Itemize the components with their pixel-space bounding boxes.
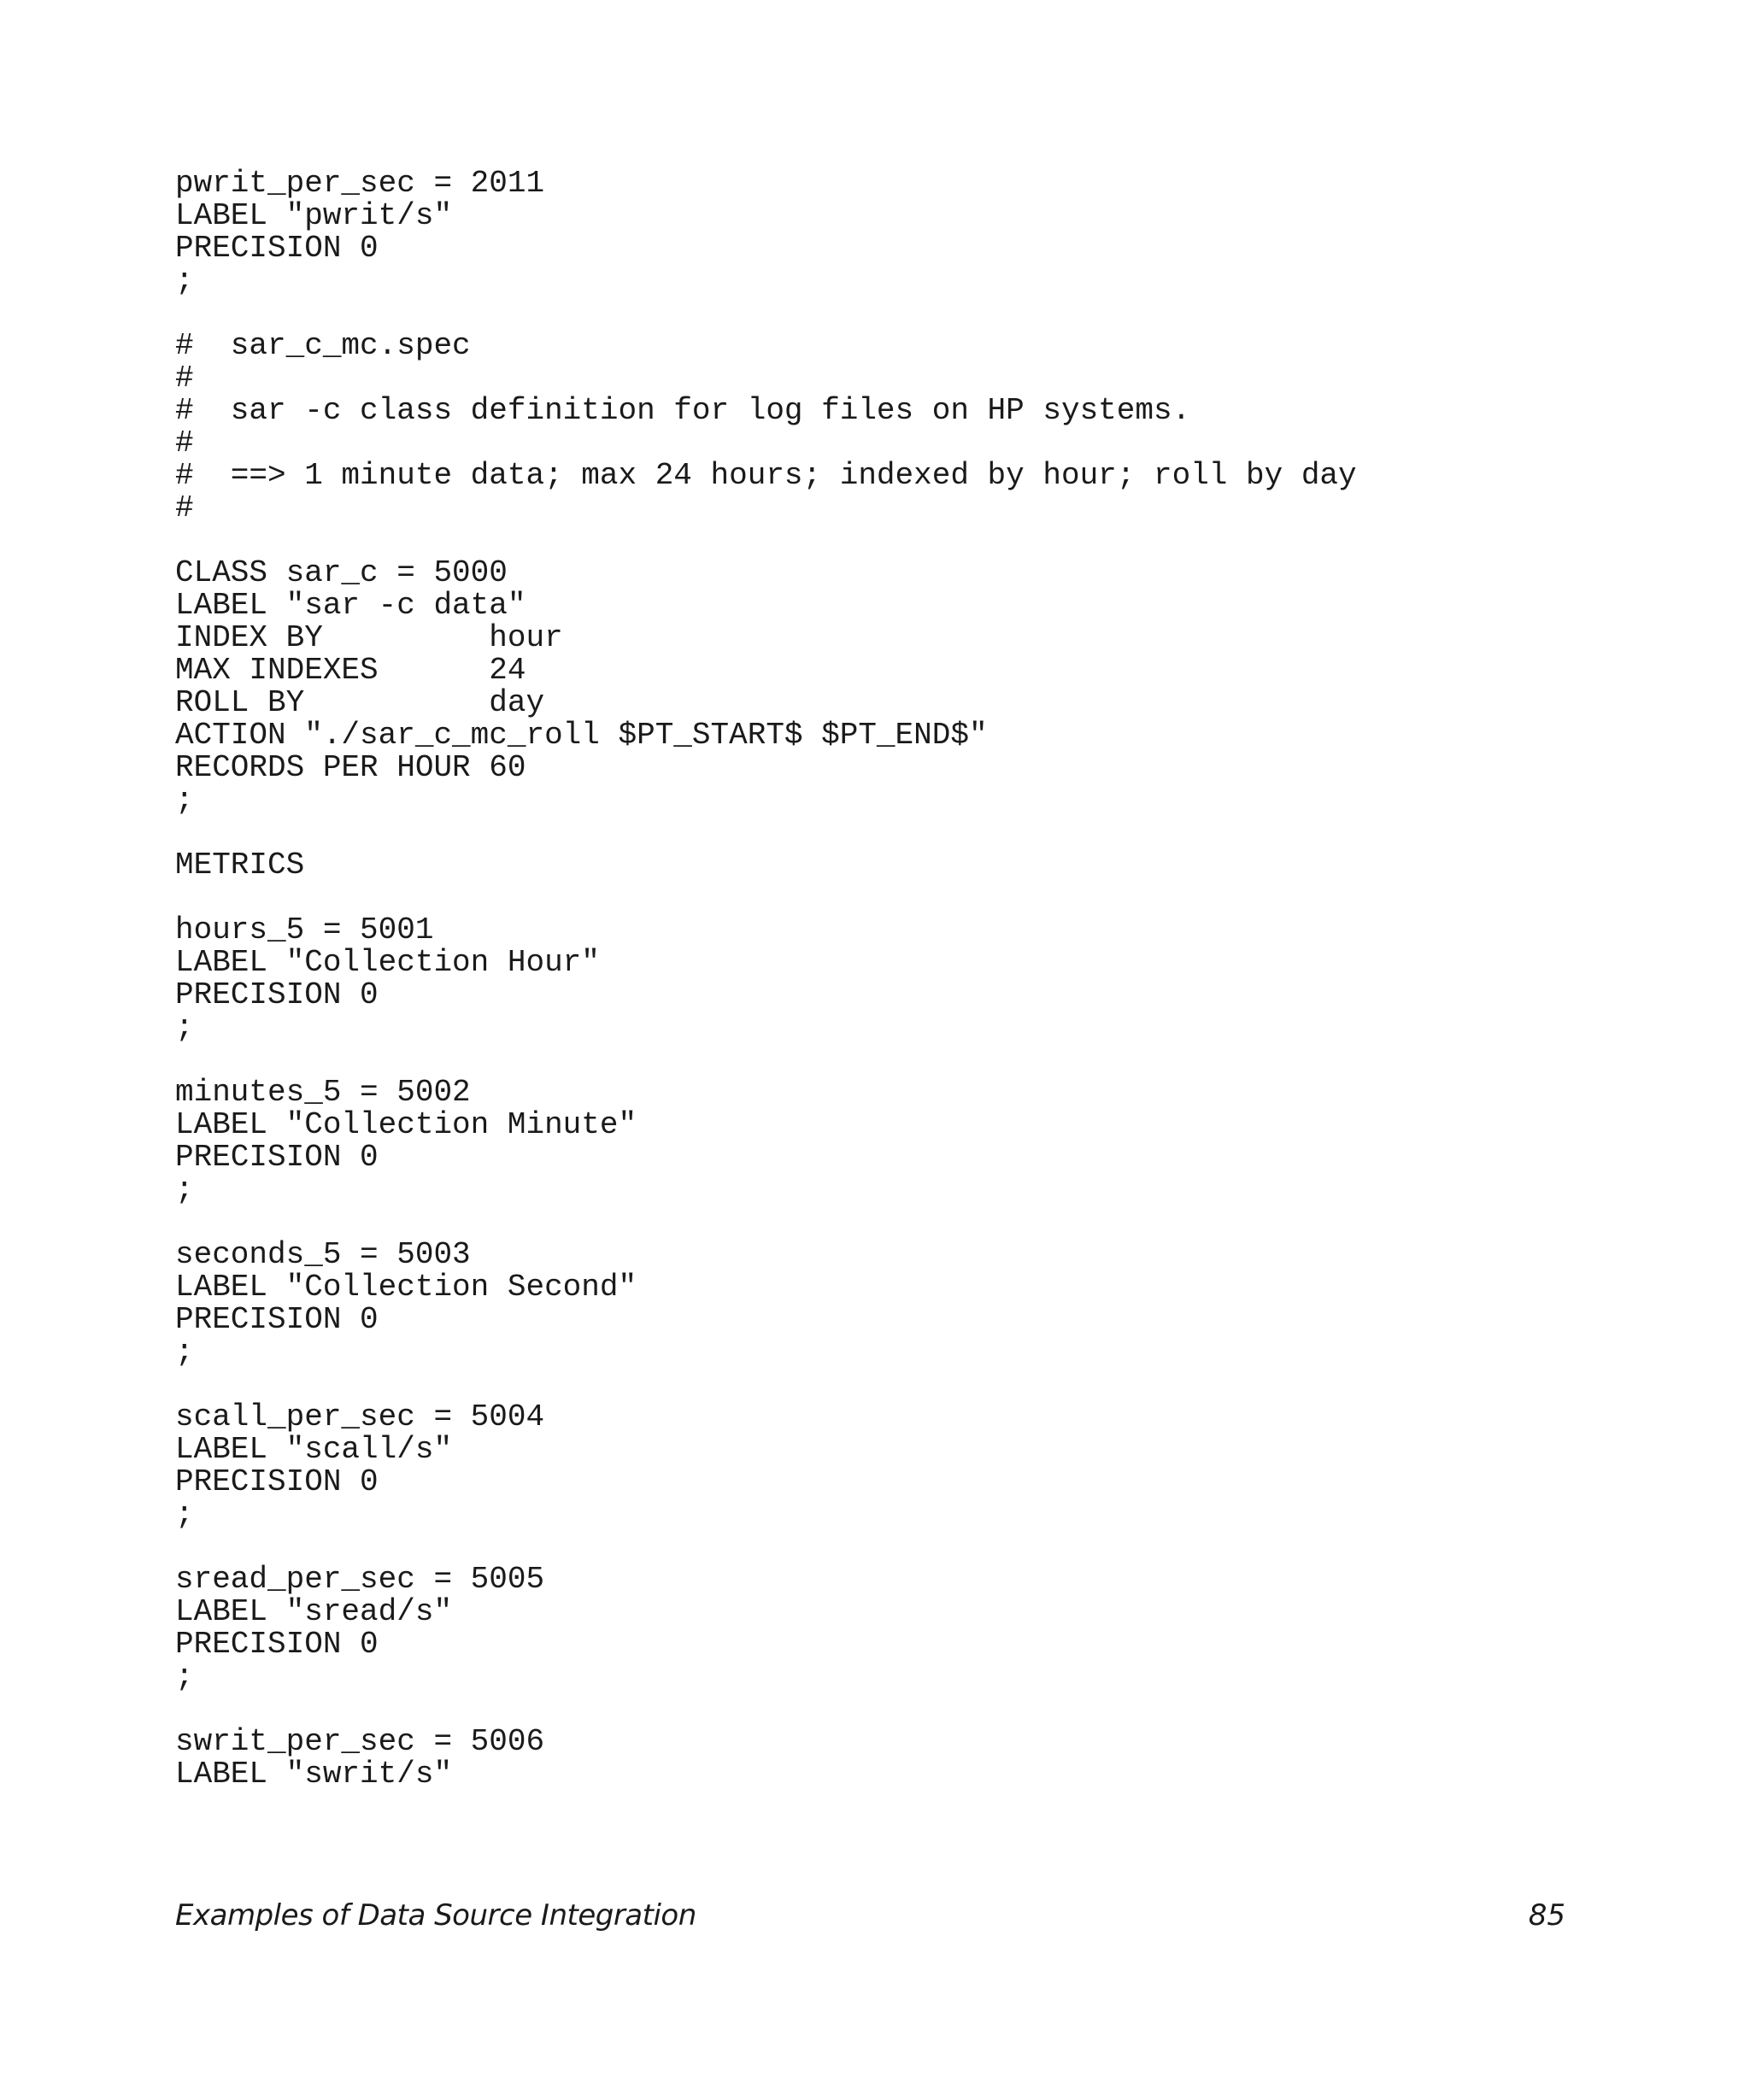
code-line: LABEL "Collection Second" — [175, 1270, 637, 1305]
code-line: METRICS — [175, 848, 305, 883]
code-line: INDEX BY hour — [175, 620, 563, 655]
code-line: PRECISION 0 — [175, 1302, 379, 1337]
code-line: LABEL "scall/s" — [175, 1432, 453, 1467]
code-line: # — [175, 361, 194, 396]
blank-line — [175, 1693, 1357, 1726]
code-line: ; — [175, 1010, 194, 1045]
code-line: LABEL "sread/s" — [175, 1594, 453, 1629]
code-line: ; — [175, 263, 194, 298]
code-line: ; — [175, 1659, 194, 1694]
code-line: ; — [175, 1334, 194, 1370]
code-line: # — [175, 490, 194, 525]
code-line: LABEL "Collection Minute" — [175, 1107, 637, 1142]
code-line: PRECISION 0 — [175, 231, 379, 266]
blank-line — [175, 525, 1357, 557]
code-line: # sar_c_mc.spec — [175, 328, 471, 363]
code-line: ; — [175, 1497, 194, 1532]
code-line: sread_per_sec = 5005 — [175, 1562, 545, 1597]
code-line: PRECISION 0 — [175, 1140, 379, 1175]
code-listing — [175, 167, 1357, 1791]
code-line: scall_per_sec = 5004 — [175, 1399, 545, 1434]
code-line: # sar -c class definition for log files on HP systems. — [175, 393, 1191, 428]
code-line: PRECISION 0 — [175, 977, 379, 1012]
code-line: LABEL "swrit/s" — [175, 1757, 453, 1792]
code-line: # — [175, 425, 194, 460]
code-line: LABEL "Collection Hour" — [175, 945, 600, 980]
page-number: 85 — [1528, 1898, 1565, 1933]
code-line: CLASS sar_c = 5000 — [175, 555, 508, 590]
blank-line — [175, 297, 1357, 330]
code-line: LABEL "pwrit/s" — [175, 198, 453, 233]
code-line: ; — [175, 783, 194, 818]
code-line: RECORDS PER HOUR 60 — [175, 750, 526, 785]
code-line: hours_5 = 5001 — [175, 912, 434, 947]
code-line: ACTION "./sar_c_mc_roll $PT_START$ $PT_END$" — [175, 718, 988, 753]
code-line: ; — [175, 1172, 194, 1207]
code-line: pwrit_per_sec = 2011 — [175, 166, 545, 201]
code-line: seconds_5 = 5003 — [175, 1237, 471, 1272]
blank-line — [175, 1206, 1357, 1239]
code-line: minutes_5 = 5002 — [175, 1075, 471, 1110]
blank-line — [175, 882, 1357, 914]
blank-line — [175, 1369, 1357, 1401]
blank-line — [175, 817, 1357, 849]
footer-section-title: Examples of Data Source Integration — [175, 1898, 696, 1933]
code-line: MAX INDEXES 24 — [175, 653, 526, 688]
code-line: swrit_per_sec = 5006 — [175, 1724, 545, 1759]
blank-line — [175, 1044, 1357, 1076]
code-line: LABEL "sar -c data" — [175, 588, 526, 623]
code-line: ROLL BY day — [175, 685, 545, 720]
code-line: # ==> 1 minute data; max 24 hours; indexed by hour; roll by day — [175, 458, 1357, 493]
code-line: PRECISION 0 — [175, 1627, 379, 1662]
blank-line — [175, 1531, 1357, 1563]
code-line: PRECISION 0 — [175, 1464, 379, 1499]
